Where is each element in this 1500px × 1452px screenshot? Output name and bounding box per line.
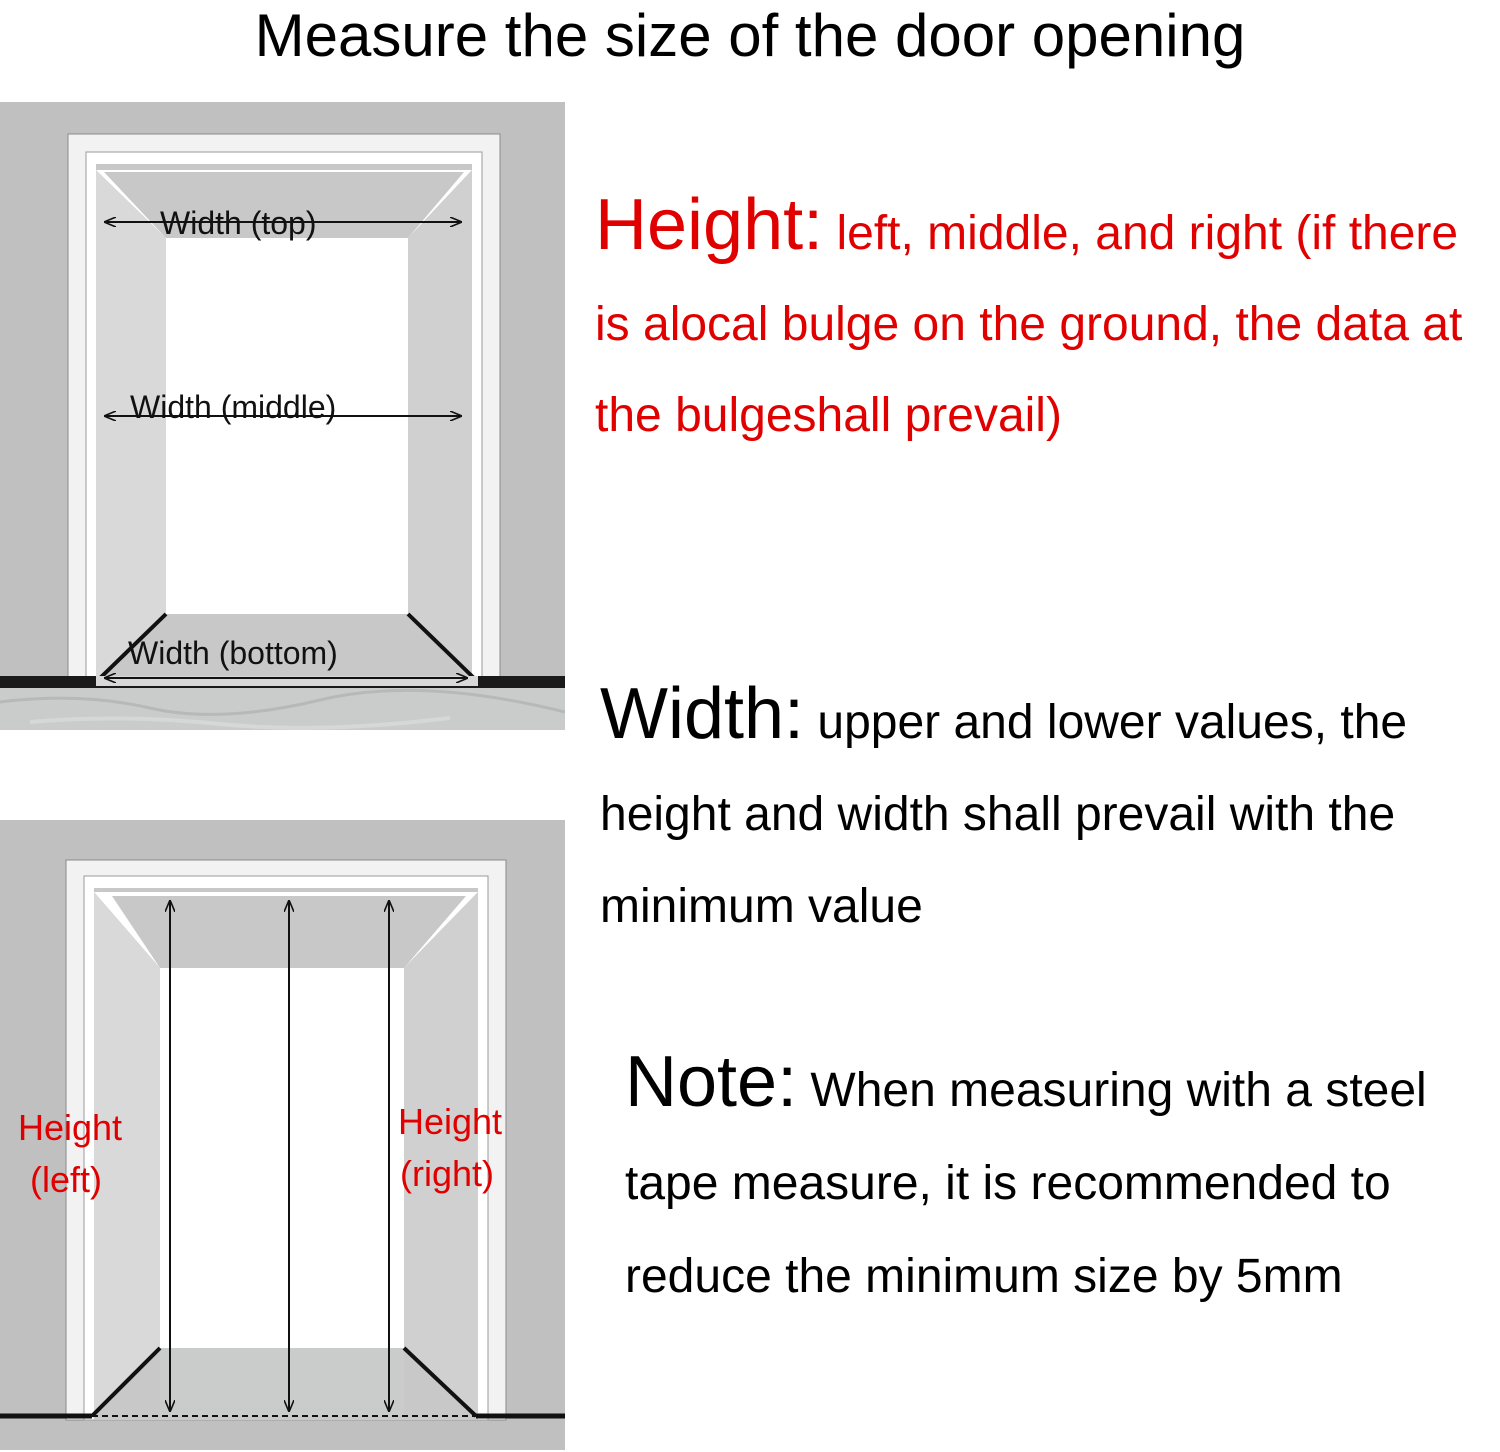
height-instructions	[595, 180, 1500, 461]
height-text: left, middle, and right (if there is alocal bulge on the ground, the data at the bulgeshall prevail)	[595, 207, 1463, 442]
label-height-left: Height	[18, 1107, 123, 1148]
measuring-note	[625, 1036, 1500, 1323]
note-heading: Note:	[625, 1042, 798, 1122]
page-title: Measure the size of the door opening	[254, 2, 1246, 69]
door-height-diagram	[0, 820, 565, 1450]
width-text: upper and lower values, the height and width shall prevail with the minimum value	[600, 696, 1408, 933]
note-text: When measuring with a steel tape measure, it is recommended to reduce the minimum size by 5mm	[625, 1064, 1427, 1303]
label-height-right-suffix: (right)	[400, 1153, 495, 1194]
label-height-right: Height	[398, 1101, 503, 1142]
label-width-middle: Width (middle)	[130, 389, 337, 425]
width-heading: Width:	[600, 674, 805, 754]
height-heading: Height:	[595, 185, 824, 265]
label-height-left-suffix: (left)	[30, 1159, 102, 1200]
label-width-bottom: Width (bottom)	[128, 635, 338, 671]
floor	[0, 682, 565, 730]
door-width-diagram	[0, 102, 565, 730]
label-width-top: Width (top)	[160, 205, 317, 241]
width-instructions	[600, 668, 1500, 953]
floor	[160, 1348, 404, 1416]
